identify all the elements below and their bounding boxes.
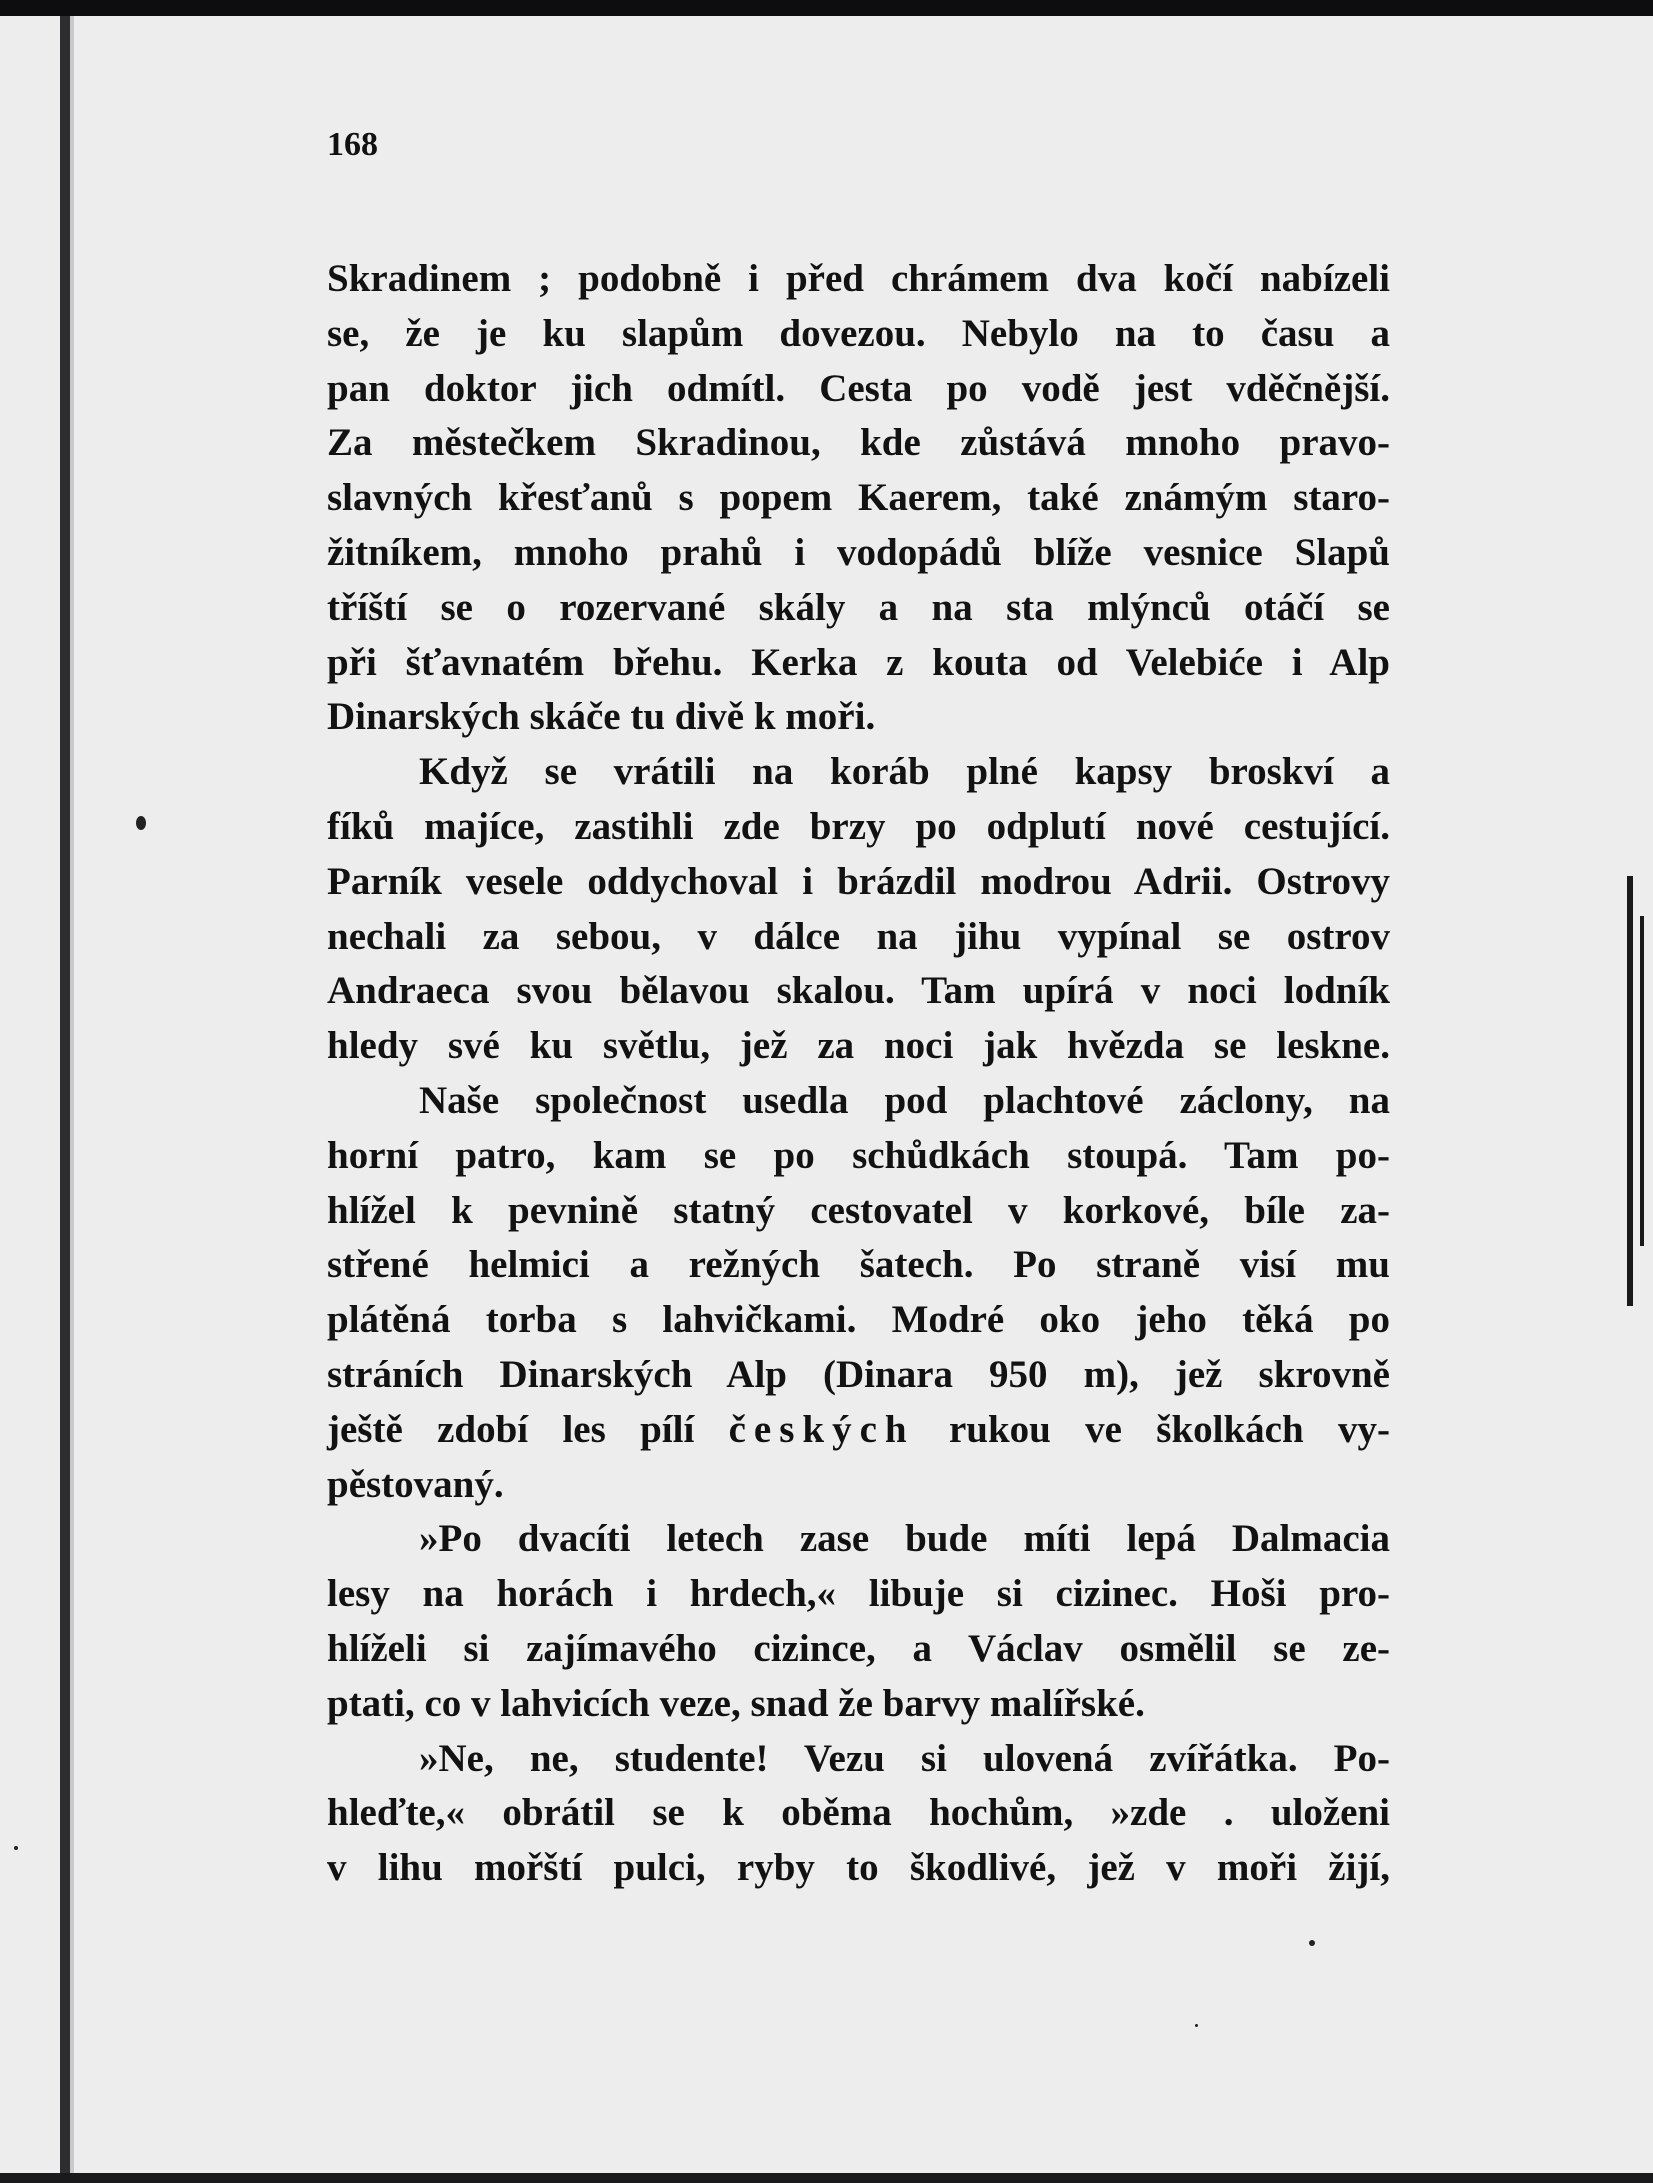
- text-line: slavných křesťanů s popem Kaerem, také známým staro-: [327, 476, 1390, 520]
- text-line-spaced: [327, 1403, 1390, 1458]
- text-line: hlíželi si zajímavého cizince, a Václav osmělil se ze-: [327, 1626, 1390, 1670]
- ink-speck: [136, 816, 146, 830]
- text-line: nechali za sebou, v dálce na jihu vypínal se ostrov: [327, 914, 1390, 958]
- text-line: střené helmici a režných šatech. Po straně visí mu: [327, 1243, 1390, 1287]
- page-number: 168: [327, 126, 378, 163]
- text-fragment: ještě zdobí les pílí: [327, 1407, 695, 1451]
- text-line: plátěná torba s lahvičkami. Modré oko jeho těká po: [327, 1298, 1390, 1342]
- text-line: »Ne, ne, studente! Vezu si ulovená zvířátka. Po-: [419, 1736, 1390, 1780]
- text-fragment: rukou ve školkách vy-: [948, 1407, 1390, 1451]
- text-line: horní patro, kam se po schůdkách stoupá. Tam po-: [327, 1133, 1390, 1177]
- text-line: stráních Dinarských Alp (Dinara 950 m), jež skrovně: [327, 1352, 1390, 1396]
- text-line: Naše společnost usedla pod plachtové záclony, na: [419, 1078, 1390, 1122]
- emphasized-word: českých: [728, 1407, 915, 1451]
- book-page: [0, 16, 1653, 2183]
- text-line: Když se vrátili na koráb plné kapsy broskví a: [419, 750, 1390, 794]
- ink-speck: [1195, 2024, 1198, 2027]
- text-line: hlížel k pevnině statný cestovatel v korkové, bíle za-: [327, 1188, 1390, 1232]
- text-line: hleďte,« obrátil se k oběma hochům, »zde . uloženi: [327, 1791, 1390, 1835]
- text-line: lesy na horách i hrdech,« libuje si cizinec. Hoši pro-: [327, 1572, 1390, 1616]
- text-line: hledy své ku světlu, jež za noci jak hvězda se leskne.: [327, 1024, 1390, 1068]
- text-line: pan doktor jich odmítl. Cesta po vodě jest vděčnější.: [327, 366, 1390, 410]
- text-line: pěstovaný.: [327, 1462, 504, 1506]
- scan-left-edge: [60, 16, 70, 2183]
- text-line: tříští se o rozervané skály a na sta mlýnců otáčí se: [327, 585, 1390, 629]
- text-line: žitníkem, mnoho prahů i vodopádů blíže vesnice Slapů: [327, 530, 1390, 574]
- scan-left-edge-highlight: [70, 16, 74, 2183]
- text-line: fíků majíce, zastihli zde brzy po odplutí nové cestující.: [327, 804, 1390, 848]
- text-line: Za městečkem Skradinou, kde zůstává mnoho pravo-: [327, 421, 1390, 465]
- text-line: v lihu mořští pulci, ryby to škodlivé, jež v moři žijí,: [327, 1846, 1390, 1890]
- body-text: [327, 252, 1390, 1896]
- text-line: Dinarských skáče tu divě k moři.: [327, 695, 876, 739]
- text-line: se, že je ku slapům dovezou. Nebylo na to času a: [327, 311, 1390, 355]
- text-line: Skradinem ; podobně i před chrámem dva kočí nabízeli: [327, 257, 1390, 300]
- ink-speck: [14, 1846, 18, 1850]
- scan-right-mark: [1627, 876, 1633, 1306]
- text-line: »Po dvacíti letech zase bude míti lepá Dalmacia: [419, 1517, 1390, 1561]
- text-line: Andraeca svou bělavou skalou. Tam upírá v noci lodník: [327, 969, 1390, 1013]
- scan-bottom-edge: [0, 2173, 1653, 2183]
- text-line: ptati, co v lahvicích veze, snad že barvy malířské.: [327, 1681, 1145, 1725]
- ink-speck: [1309, 1940, 1315, 1946]
- scan-right-mark-2: [1640, 916, 1644, 1246]
- text-line: při šťavnatém břehu. Kerka z kouta od Velebiće i Alp: [327, 640, 1390, 684]
- text-line: Parník vesele oddychoval i brázdil modrou Adrii. Ostrovy: [327, 859, 1390, 903]
